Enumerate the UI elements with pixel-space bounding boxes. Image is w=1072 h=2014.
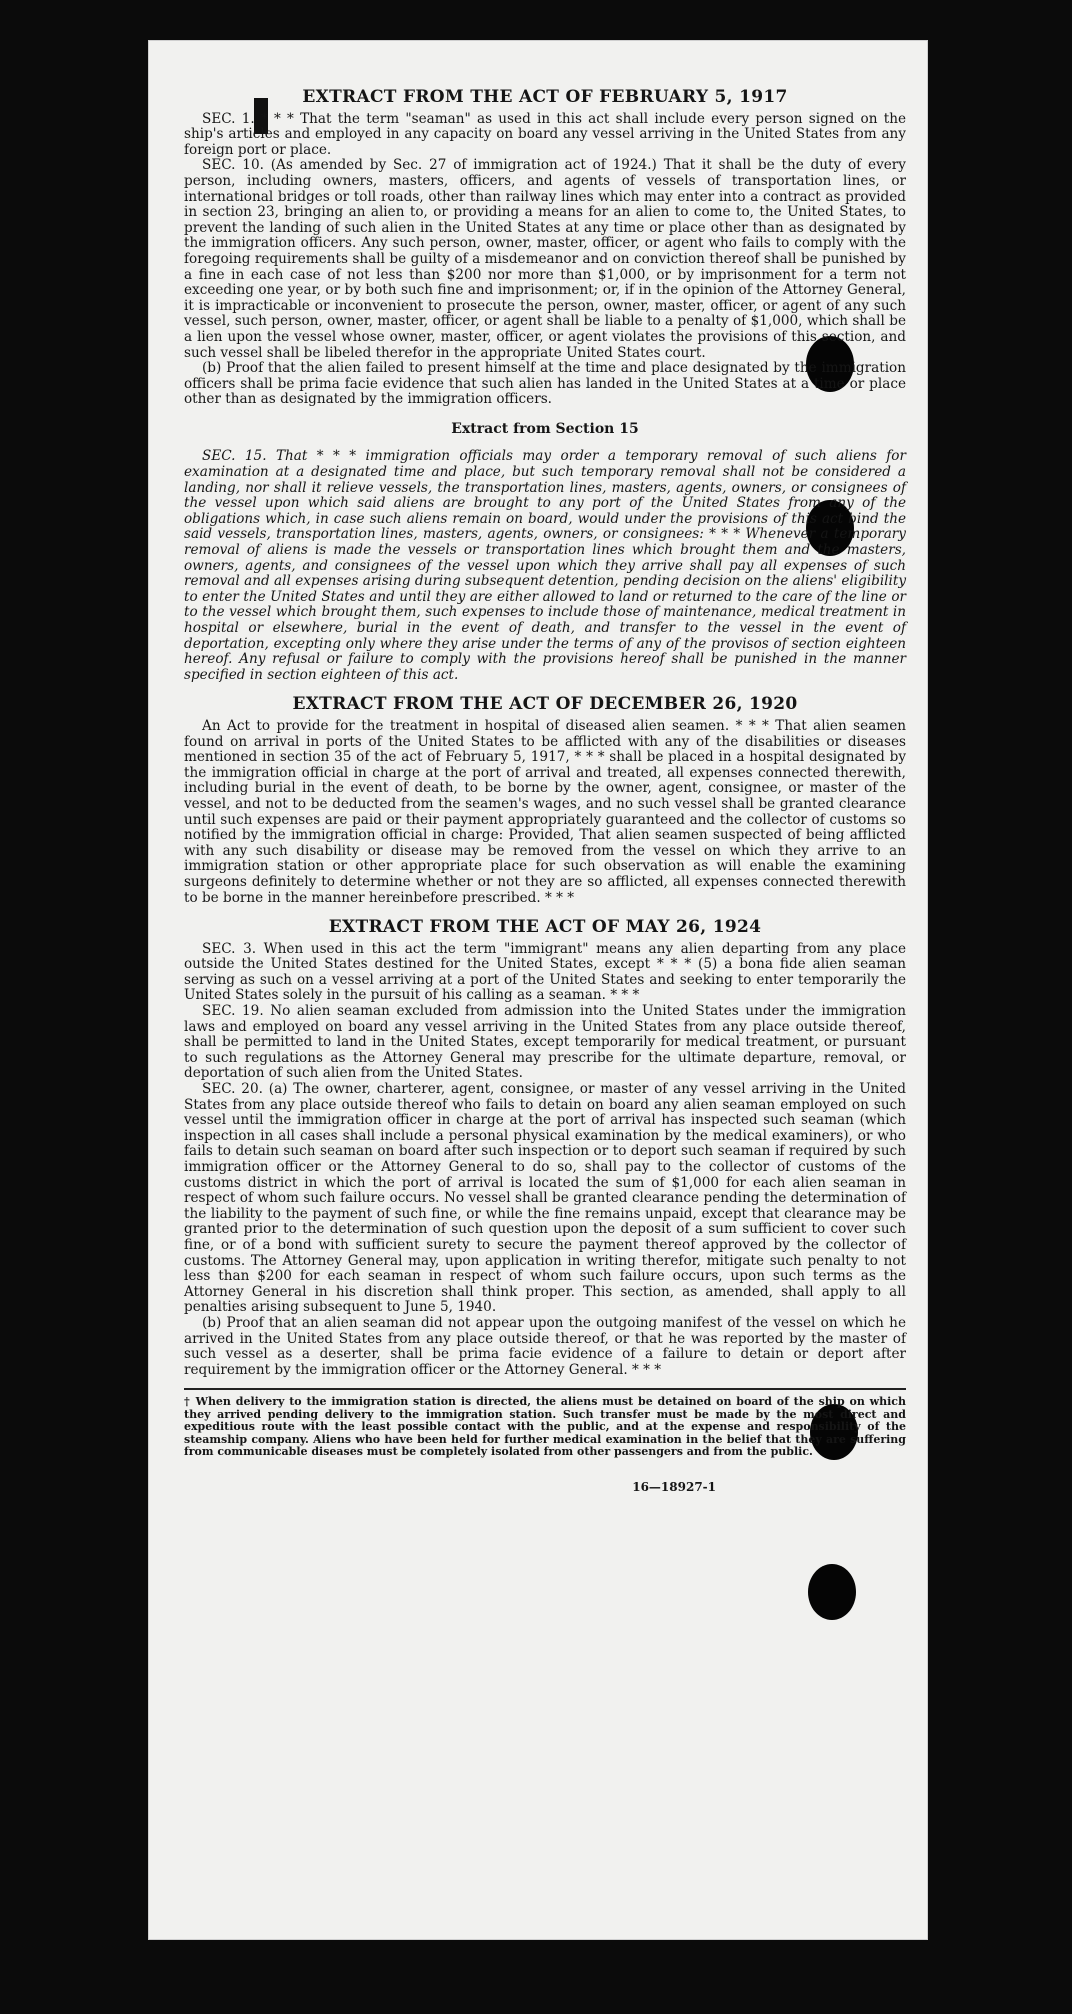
paragraph: SEC. 20. (a) The owner, charterer, agent, consignee, or master of any vessel arriving in the United States from any place outside thereof who fails to detain on board any alien seaman employed on such vessel until the immigration officer in charge at the port of arrival has inspected such seaman (which inspection in all cases shall include a personal physical examination by the medical examiners), or who fails to detain such seaman on board after such inspection or to deport such seaman if required by such immigration officer or the Attorney General to do so, shall pay to the collector of customs of the customs district in which the port of arrival is located the sum of $1,000 for each alien seaman in respect of whom such failure occurs. No vessel shall be granted clearance pending the determination of the liability to the payment of such fine, or while the fine remains unpaid, except that clearance may be granted prior to the determination of such question upon the deposit of a sum sufficient to cover such fine, or of a bond with sufficient surety to secure the payment thereof approved by the collector of customs. The Attorney General may, upon application in writing therefor, mitigate such penalty to not less than $200 for each seaman in respect of whom such failure occurs, upon such terms as the Attorney General in his discretion shall think proper. This section, as amended, shall apply to all penalties arising subsequent to June 5, 1940. — [184, 1081, 906, 1316]
paragraph: SEC. 19. No alien seaman excluded from admission into the United States under the immigration laws and employed on board any vessel arriving in the United States from any place outside thereof, shall be permitted to land in the United States, except temporarily for medical treatment, or pursuant to such regulations as the Attorney General may prescribe for the ultimate departure, removal, or deportation of such alien from the United States. — [184, 1003, 906, 1082]
section-heading: EXTRACT FROM THE ACT OF DECEMBER 26, 1920 — [292, 694, 798, 715]
document-page — [148, 40, 928, 1940]
paragraph: (b) Proof that the alien failed to present himself at the time and place designated by the immigration officers shall be prima facie evidence that such alien has landed in the United States at a time or place other than as designated by the immigration officers. — [184, 360, 906, 408]
paragraph: SEC. 10. (As amended by Sec. 27 of immigration act of 1924.) That it shall be the duty of every person, including owners, masters, officers, and agents of vessels of transportation lines, or international bridges or toll roads, other than railway lines which may enter into a contract as provided in section 23, bringing an alien to, or providing a means for an alien to come to, the United States, to prevent the landing of such alien in the United States at any time or place other than as designated by the immigration officers. Any such person, owner, master, officer, or agent who fails to comply with the foregoing requirements shall be guilty of a misdemeanor and on conviction thereof shall be punished by a fine in each case of not less than $200 nor more than $1,000, or by imprisonment for a term not exceeding one year, or by both such fine and imprisonment; or, if in the opinion of the Attorney General, it is impracticable or inconvenient to prosecute the person, owner, master, officer, or agent of any such vessel, such person, owner, master, officer, or agent shall be liable to a penalty of $1,000, which shall be a lien upon the vessel whose owner, master, officer, or agent violates the provisions of this section, and such vessel shall be libeled therefor in the appropriate United States court. — [184, 157, 906, 361]
form-code: 16—18927-1 — [632, 1480, 716, 1495]
paragraph: SEC. 1. * * * That the term "seaman" as used in this act shall include every person signed on the ship's articles and employed in any capacity on board any vessel arriving in the United States from any foreign port or place. — [184, 110, 906, 158]
section-heading: EXTRACT FROM THE ACT OF MAY 26, 1924 — [328, 917, 762, 938]
paragraph: An Act to provide for the treatment in hospital of diseased alien seamen. * * * That alien seamen found on arrival in ports of the United States to be afflicted with any of the disabilities or diseases mentioned in section 35 of the act of February 5, 1917, * * * shall be placed in a hospital designated by the immigration official in charge at the port of arrival and treated, all expenses connected therewith, including burial in the event of death, to be borne by the owner, agent, consignee, or master of the vessel, and not to be deducted from the seamen's wages, and no such vessel shall be granted clearance until such expenses are paid or their payment appropriately guaranteed and the collector of customs so notified by the immigration official in charge: Provided, That alien seamen suspected of being afflicted with any such disability or disease may be removed from the vessel on which they arrive to an immigration station or other appropriate place for such observation as will enable the examining surgeons definitely to determine whether or not they are so afflicted, all expenses connected therewith to be borne in the manner hereinbefore prescribed. * * * — [184, 717, 906, 906]
document-body — [184, 82, 906, 1496]
divider — [184, 1388, 906, 1390]
punch-hole — [808, 1564, 856, 1620]
footnote: † When delivery to the immigration station is directed, the aliens must be detained on board of the ship on which they arrived pending delivery to the immigration station. Such transfer must be made by the most direct and expeditious route with the least possible contact with the public, and at the expense and responsibility of the steamship company. Aliens who have been held for further medical examination in the belief that they are suffering from communicable diseases must be completely isolated from other passengers and from the public. — [184, 1395, 906, 1458]
paragraph: SEC. 15. That * * * immigration officials may order a temporary removal of such aliens for examination at a designated time and place, but such temporary removal shall not be considered a landing, nor shall it relieve vessels, the transportation lines, masters, agents, owners, or consignees of the vessel upon which said aliens are brought to any port of the United States from any of the obligations which, in case such aliens remain on board, would under the provisions of this act bind the said vessels, transportation lines, masters, agents, owners, or consignees: * * * Whenever a temporary removal of aliens is made the vessels or transportation lines which brought them and the masters, owners, agents, and consignees of the vessel upon which they arrive shall pay all expenses of such removal and all expenses arising during subsequent detention, pending decision on the aliens' eligibility to enter the United States and until they are either allowed to land or returned to the care of the line or to the vessel which brought them, such expenses to include those of maintenance, medical treatment in hospital or elsewhere, burial in the event of death, and transfer to the vessel in the event of deportation, excepting only where they arise under the terms of any of the provisos of section eighteen hereof. Any refusal or failure to comply with the provisions hereof shall be punished in the manner specified in section eighteen of this act. — [184, 448, 906, 683]
section-heading: EXTRACT FROM THE ACT OF FEBRUARY 5, 1917 — [302, 87, 788, 107]
paragraph: SEC. 3. When used in this act the term "immigrant" means any alien departing from any place outside the United States destined for the United States, except * * * (5) a bona fide alien seaman serving as such on a vessel arriving at a port of the United States and seeking to enter temporarily the United States solely in the pursuit of his calling as a seaman. * * * — [184, 940, 906, 1004]
section-heading: Extract from Section 15 — [451, 420, 639, 437]
paragraph: (b) Proof that an alien seaman did not appear upon the outgoing manifest of the vessel on which he arrived in the United States from any place outside thereof, or that he was reported by the master of such vessel as a deserter, shall be prima facie evidence of a failure to detain or deport after requirement by the immigration officer or the Attorney General. * * * — [184, 1314, 906, 1378]
